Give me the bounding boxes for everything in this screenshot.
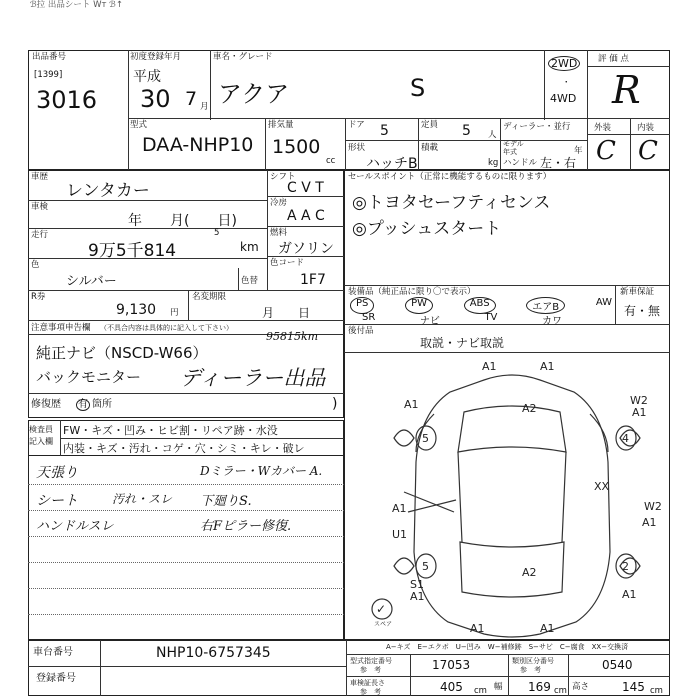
spare-label: スペア <box>374 621 393 628</box>
color-code: 1F7 <box>300 272 326 288</box>
remark-right-2: 下廻りS. <box>200 494 252 509</box>
mark-5: W2 <box>630 394 648 407</box>
model-grade: S <box>410 74 426 102</box>
repair-value: 有 <box>78 399 88 410</box>
type-num-label: 型式指定番号 <box>350 657 392 665</box>
lot-number: 3016 <box>36 86 98 114</box>
mark-13: U1 <box>392 528 408 541</box>
color-code-label: 色コード <box>270 258 305 268</box>
registration-label: 登録番号 <box>36 673 76 684</box>
remark-left-extra: 汚れ・スレ <box>112 492 173 506</box>
ac-label: 冷房 <box>270 198 288 208</box>
mileage-label: 走行 <box>31 230 49 240</box>
class-num: 0540 <box>602 658 633 672</box>
repair-label: 修復歴 <box>31 399 61 410</box>
shaken-label: 車検 <box>31 202 49 212</box>
notes-line-1: 純正ナビ（NSCD-W66） <box>36 344 208 362</box>
mark-2: A1 <box>540 360 555 373</box>
score-int: C <box>638 136 658 166</box>
disp-value: 1500 <box>272 136 321 158</box>
equip-aw: AW <box>595 297 612 308</box>
mark-12: W2 <box>644 500 662 513</box>
warranty-label: 新車保証 <box>620 287 655 297</box>
fuel-label: 燃料 <box>270 228 288 238</box>
equip-airbag: エアB <box>526 297 565 314</box>
score-ext: C <box>596 136 616 166</box>
mileage-unit: km <box>240 240 259 254</box>
score-value: R <box>612 68 641 112</box>
inspector-row-2: 内装・キズ・汚れ・コゲ・穴・シミ・キレ・破レ <box>63 442 305 455</box>
mark-10: A1 <box>392 502 407 515</box>
shift-label: シフト <box>270 172 296 182</box>
remark-left-3: ハンドルスレ <box>36 519 114 534</box>
notes-small: （不具合内容は具体的に記入して下さい） <box>100 324 233 332</box>
equip-sr: SR <box>362 312 376 323</box>
h-unit: cm <box>650 686 663 696</box>
recycle-unit: 円 <box>170 308 179 318</box>
seat-unit: 人 <box>488 130 497 140</box>
mark-19: A1 <box>622 588 637 601</box>
len-unit: cm <box>474 686 487 696</box>
shaken-value: 年 月( 日) <box>128 213 237 229</box>
mark-14: 5 <box>422 560 429 573</box>
mark-1: A1 <box>482 360 497 373</box>
class-label: 類別区分番号 <box>512 657 554 665</box>
dealer-label: ディーラー・並行 <box>503 122 571 132</box>
dealer-stamp: ディーラー出品 <box>180 366 326 390</box>
shape-label: 形状 <box>348 143 366 153</box>
notes-label: 注意事項申告欄 <box>31 323 91 333</box>
recycle-value: 9,130 <box>116 302 157 318</box>
len-label: 車検証長さ <box>350 679 385 687</box>
warranty-value: 有・無 <box>624 304 661 318</box>
mark-17: S1 <box>410 578 424 591</box>
diagram-legend: A−キズ E−エクボ U−凹み W−補修跡 S−サビ C−腐食 XX−交換済 <box>386 643 629 651</box>
sales-point-2: ◎プッシュスタート <box>352 219 502 239</box>
ref-3: 参 考 <box>360 688 381 696</box>
remark-left-2: シート <box>36 493 78 509</box>
len-value: 405 <box>440 680 463 694</box>
mileage-note: 5 <box>214 228 220 238</box>
notes-line-2: バックモニター <box>36 368 142 386</box>
chassis-label: 車台番号 <box>33 647 73 658</box>
color-value: シルバー <box>66 274 117 289</box>
fuel-value: ガソリン <box>278 241 334 257</box>
reg-month-unit: 月 <box>200 102 209 112</box>
equip-abs: ABS <box>464 297 496 314</box>
bracket: ) <box>332 396 338 412</box>
mark-4: A2 <box>522 402 537 415</box>
model-year-label: モデル年式 <box>503 140 524 156</box>
model-year-unit: 年 <box>574 146 583 156</box>
mileage-value: 9万5千814 <box>88 241 177 261</box>
damage-diagram <box>344 352 670 640</box>
score-ext-label: 外装 <box>594 123 612 133</box>
chassis-value: NHP10-6757345 <box>156 645 271 661</box>
seat-value: 5 <box>462 123 471 139</box>
w-unit: cm <box>554 686 567 696</box>
load-unit: kg <box>488 158 499 168</box>
mark-6: A1 <box>632 406 647 419</box>
notes-handwritten: 95815km <box>266 330 319 343</box>
sales-point-1: ◎トヨタセーフティセンス <box>352 193 551 213</box>
load-label: 積載 <box>421 143 439 153</box>
equip-tv: TV <box>484 312 498 323</box>
h-value: 145 <box>622 680 645 694</box>
type-value: DAA-NHP10 <box>142 134 254 156</box>
ref-1: 参 考 <box>360 666 381 674</box>
repair-unit: 箇所 <box>92 399 112 410</box>
mark-15: A2 <box>522 566 537 579</box>
shift-value: C V T <box>287 180 324 196</box>
inspector-label: 検査員記入欄 <box>29 425 53 446</box>
ac-value: A A C <box>287 208 325 224</box>
score-int-label: 内装 <box>637 123 655 133</box>
history-label: 車歴 <box>31 172 49 182</box>
mark-8: 4 <box>622 432 629 445</box>
expiry-label: 名変期限 <box>192 292 227 302</box>
drive-4wd: 4WD <box>550 92 577 105</box>
equipment-label: 装備品（純正品に限り〇で表示） <box>348 287 476 297</box>
remark-left-1: 天張り <box>36 465 78 481</box>
mark-16: 2 <box>622 560 629 573</box>
color-change-label: 色替 <box>241 276 259 286</box>
equip-leather: カワ <box>541 316 562 327</box>
type-label: 型式 <box>130 120 148 130</box>
mark-11: A1 <box>642 516 657 529</box>
sales-label: セールスポイント（正常に機能するものに限ります） <box>348 172 552 182</box>
mark-20: A1 <box>470 622 485 635</box>
mark-18: A1 <box>410 590 425 603</box>
mark-7: 5 <box>422 432 429 445</box>
equip-pw: PW <box>405 297 433 314</box>
equip-ps: PS <box>350 297 374 314</box>
color-label: 色 <box>31 260 40 270</box>
expiry-value: 月 日 <box>262 306 311 320</box>
handle-label: ハンドル <box>503 158 538 168</box>
disp-label: 排気量 <box>268 120 294 130</box>
reg-era: 平成 <box>133 69 161 85</box>
handle-value: 左・右 <box>540 156 577 170</box>
reg-year: 30 <box>140 85 171 113</box>
w-label: 幅 <box>494 682 503 692</box>
model-name: アクア <box>218 80 290 108</box>
remark-right-1: Dミラー・Wカバー A. <box>200 464 323 478</box>
lot-sub: [1399] <box>34 70 63 80</box>
equipment-row-2 <box>362 312 562 327</box>
retro-label: 後付品 <box>348 326 374 336</box>
mark-9: XX <box>594 480 610 493</box>
ref-2: 参 考 <box>520 666 541 674</box>
history-value: レンタカー <box>66 181 150 201</box>
reg-label: 初度登録年月 <box>130 52 182 62</box>
scan-header: ℬ拉 出品シート Wᴛ ℬ↑ <box>30 0 123 10</box>
h-label: 高さ <box>572 682 590 692</box>
recycle-label: R券 <box>31 292 46 302</box>
model-label: 車名・グレード <box>213 52 273 62</box>
lot-label: 出品番号 <box>32 52 67 62</box>
drive-2wd: 2WD <box>548 56 580 71</box>
spare-check: ✓ <box>376 602 387 616</box>
seat-label: 定員 <box>421 120 439 130</box>
type-num: 17053 <box>432 658 471 672</box>
drive-dot: ・ <box>562 78 571 88</box>
mark-21: A1 <box>540 622 555 635</box>
remark-right-3: 右Fピラー修復. <box>200 519 292 534</box>
disp-unit: cc <box>326 156 336 166</box>
mark-3: A1 <box>404 398 419 411</box>
w-value: 169 <box>528 680 551 694</box>
equip-navi: ナビ <box>419 316 440 327</box>
door-value: 5 <box>380 123 389 139</box>
retro-value: 取説・ナビ取説 <box>420 336 505 350</box>
score-label: 評 価 点 <box>598 54 629 64</box>
inspector-row-1: FW・キズ・凹み・ヒビ割・リペア跡・水没 <box>63 424 278 437</box>
reg-month: 7 <box>185 88 198 110</box>
shape-value: ハッチB <box>366 156 418 172</box>
door-label: ドア <box>348 120 365 130</box>
